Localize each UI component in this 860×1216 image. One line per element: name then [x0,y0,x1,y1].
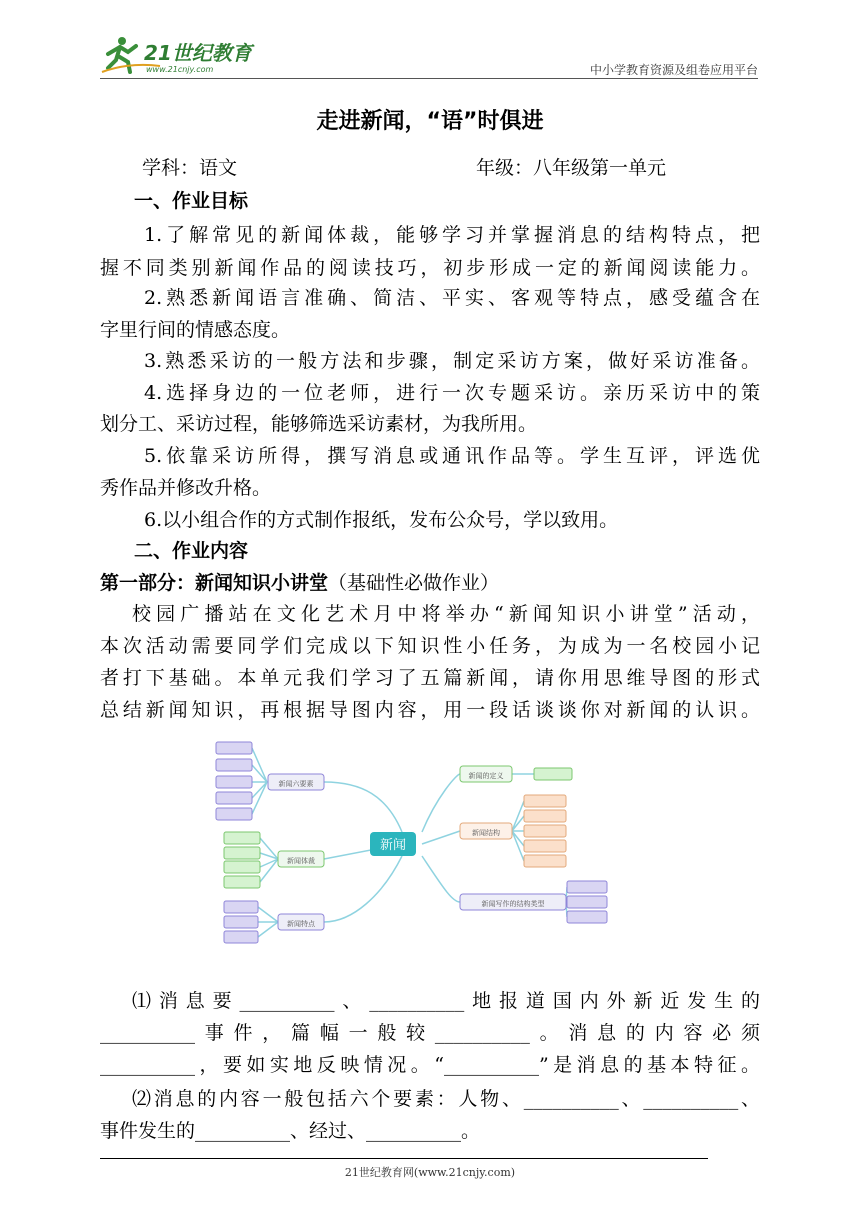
branch-structure-label: 新闻结构 [472,829,500,837]
goal-1-line1: 1.了解常见的新闻体裁，能够学习并掌握消息的结构特点，把 [144,224,760,246]
goal-2-line2: 字里行间的情感态度。 [100,319,291,341]
content-heading: 二、作业内容 [134,540,249,562]
branch-features-label: 新闻特点 [287,920,315,928]
part1-title: 第一部分：新闻知识小讲堂 [100,572,329,594]
six-elements-leaves [216,742,252,820]
branch-genre-label: 新闻体裁 [287,857,315,865]
definition-leaf [534,768,572,780]
features-leaves [224,901,258,943]
grade-label: 年级：八年级第一单元 [476,157,667,179]
goals-heading: 一、作业目标 [134,190,249,212]
structure-leaves [524,795,566,867]
goal-4-line1: 4.选择身边的一位老师，进行一次专题采访。亲历采访中的策 [144,382,760,404]
branch-six-elements-label: 新闻六要素 [278,780,314,788]
part1-line3: 者打下基础。本单元我们学习了五篇新闻，请你用思维导图的形式 [100,667,760,689]
question-2-line2: 事件发生的__________、经过、__________。 [100,1120,481,1142]
logo-text: 21世纪教育 [144,41,252,65]
goal-5-line2: 秀作品并修改升格。 [100,477,272,499]
header-platform-text: 中小学教育资源及组卷应用平台 [589,63,758,77]
question-1-line2: __________事件，篇幅一般较__________。消息的内容必须 [100,1022,760,1044]
goal-5-line1: 5.依靠采访所得，撰写消息或通讯作品等。学生互评，评选优 [144,445,760,467]
logo-url: www.21cnjy.com [146,65,214,74]
news-mind-map [212,736,612,948]
page-footer: 21世纪教育网(www.21cnjy.com) [344,1166,516,1179]
goal-2-line1: 2.熟悉新闻语言准确、简洁、平实、客观等特点，感受蕴含在 [144,287,760,309]
question-1-line1: ⑴消息要__________、__________地报道国内外新近发生的 [132,990,760,1012]
goal-3: 3.熟悉采访的一般方法和步骤，制定采访方案，做好采访准备。 [144,350,760,372]
page-title: 走进新闻，“语”时俱进 [316,109,544,134]
goal-1-line2: 握不同类别新闻作品的阅读技巧，初步形成一定的新闻阅读能力。 [100,257,760,279]
question-1-line3: __________，要如实地反映情况。“__________”是消息的基本特征。 [100,1054,760,1076]
branch-definition-label: 新闻的定义 [468,772,504,780]
branch-writing-types-label: 新闻写作的结构类型 [481,900,545,908]
logo [100,32,260,76]
part1-line2: 本次活动需要同学们完成以下知识性小任务，为成为一名校园小记 [100,635,760,657]
mindmap-center-label: 新闻 [379,838,407,853]
footer-divider [100,1158,708,1159]
subject-label: 学科：语文 [142,157,238,179]
part1-line1: 校园广播站在文化艺术月中将举办“新闻知识小讲堂”活动， [132,603,760,625]
goal-4-line2: 划分工、采访过程，能够筛选采访素材，为我所用。 [100,413,538,435]
part1-subtitle: （基础性必做作业） [328,572,500,594]
header-divider [100,78,758,79]
page-header [100,28,758,80]
writing-types-leaves [567,881,607,923]
goal-6: 6.以小组合作的方式制作报纸，发布公众号，学以致用。 [144,509,619,531]
genre-leaves [224,832,260,888]
question-2-line1: ⑵消息的内容一般包括六个要素：人物、__________、__________、 [132,1088,760,1110]
part1-line4: 总结新闻知识，再根据导图内容，用一段话谈谈你对新闻的认识。 [100,699,760,721]
part1-heading [100,572,499,594]
